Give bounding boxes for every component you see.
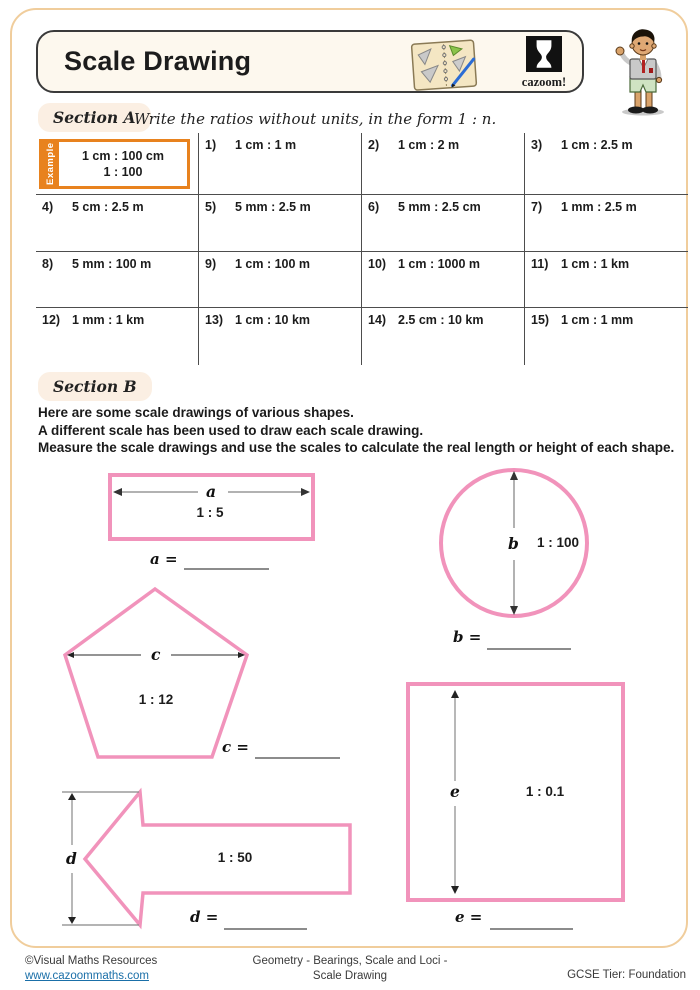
sketchbook-icon [410, 37, 482, 93]
shape-c-pentagon [58, 583, 254, 763]
footer-tier: GCSE Tier: Foundation [567, 969, 686, 981]
title-box [36, 30, 584, 93]
table-cell: 2) 1 cm : 2 m [362, 133, 525, 195]
shape-d-scale: 1 : 50 [217, 850, 253, 865]
example-tab: Example [42, 142, 59, 186]
shape-a-answer-line[interactable] [184, 568, 269, 570]
shape-b-scale: 1 : 100 [536, 535, 580, 550]
shape-b-answer-line[interactable] [487, 648, 571, 650]
table-cell: 1) 1 cm : 1 m [199, 133, 362, 195]
footer-topic: Geometry - Bearings, Scale and Loci - Scale Drawing [252, 955, 448, 982]
shape-e-answer-line[interactable] [490, 928, 573, 930]
section-a-instruction: Write the ratios without units, in the form 1 : n. [134, 110, 497, 128]
table-cell: 6) 5 mm : 2.5 cm [362, 195, 525, 252]
shape-c-answer-line[interactable] [255, 757, 340, 759]
example-box [39, 139, 190, 189]
example-content: 1 cm : 100 cm 1 : 100 [82, 149, 164, 179]
table-cell: 12) 1 mm : 1 km [36, 308, 199, 365]
cazoommaths-link[interactable]: www.cazoommaths.com [25, 970, 149, 982]
shape-e-answer-label: e = [455, 908, 483, 926]
example-cell [36, 133, 199, 195]
shape-b-letter: b [505, 534, 522, 553]
mascot-boy [601, 26, 685, 116]
shape-b-answer-label: b = [453, 628, 482, 646]
shape-c-letter: c [148, 645, 163, 664]
table-cell: 7) 1 mm : 2.5 m [525, 195, 688, 252]
shape-c-scale: 1 : 12 [138, 692, 174, 707]
section-b-label: Section B [38, 372, 152, 401]
shape-e-letter: e [447, 782, 463, 801]
table-cell: 11) 1 cm : 1 km [525, 252, 688, 308]
table-cell: 14) 2.5 cm : 10 km [362, 308, 525, 365]
shape-e-scale: 1 : 0.1 [525, 784, 565, 799]
table-cell: 3) 1 cm : 2.5 m [525, 133, 688, 195]
shape-d-answer-line[interactable] [224, 928, 307, 930]
table-cell: 9) 1 cm : 100 m [199, 252, 362, 308]
section-a-label: Section A [38, 103, 151, 132]
section-b-intro: Here are some scale drawings of various shapes. A different scale has been used to draw each scale drawing. Measure the scale drawings and use the scales to calculate the real length or height of each shape. [38, 405, 675, 455]
shape-a-answer-label: a = [150, 550, 178, 568]
table-cell: 15) 1 cm : 1 mm [531, 313, 634, 327]
table-cell: 4) 5 cm : 2.5 m [36, 195, 199, 252]
table-cell: 8) 5 mm : 100 m [36, 252, 199, 308]
cazoom-logo-icon [526, 36, 562, 72]
page-title: Scale Drawing [64, 46, 252, 76]
table-cell: 13) 1 cm : 10 km [199, 308, 362, 365]
table-cell: 10) 1 cm : 1000 m [362, 252, 525, 308]
cazoom-logo-text: cazoom! [521, 75, 567, 89]
cazoom-logo [518, 36, 570, 90]
shape-c-answer-label: c = [222, 738, 249, 756]
ratio-table [36, 133, 688, 365]
shape-a-scale: 1 : 5 [196, 505, 224, 520]
shape-d-letter: d [63, 849, 80, 868]
shape-d-answer-label: d = [190, 908, 219, 926]
table-cell: 5) 5 mm : 2.5 m [199, 195, 362, 252]
footer-credit: ©Visual Maths Resources www.cazoommaths.com [25, 955, 158, 982]
shape-a-letter: a [203, 482, 219, 501]
